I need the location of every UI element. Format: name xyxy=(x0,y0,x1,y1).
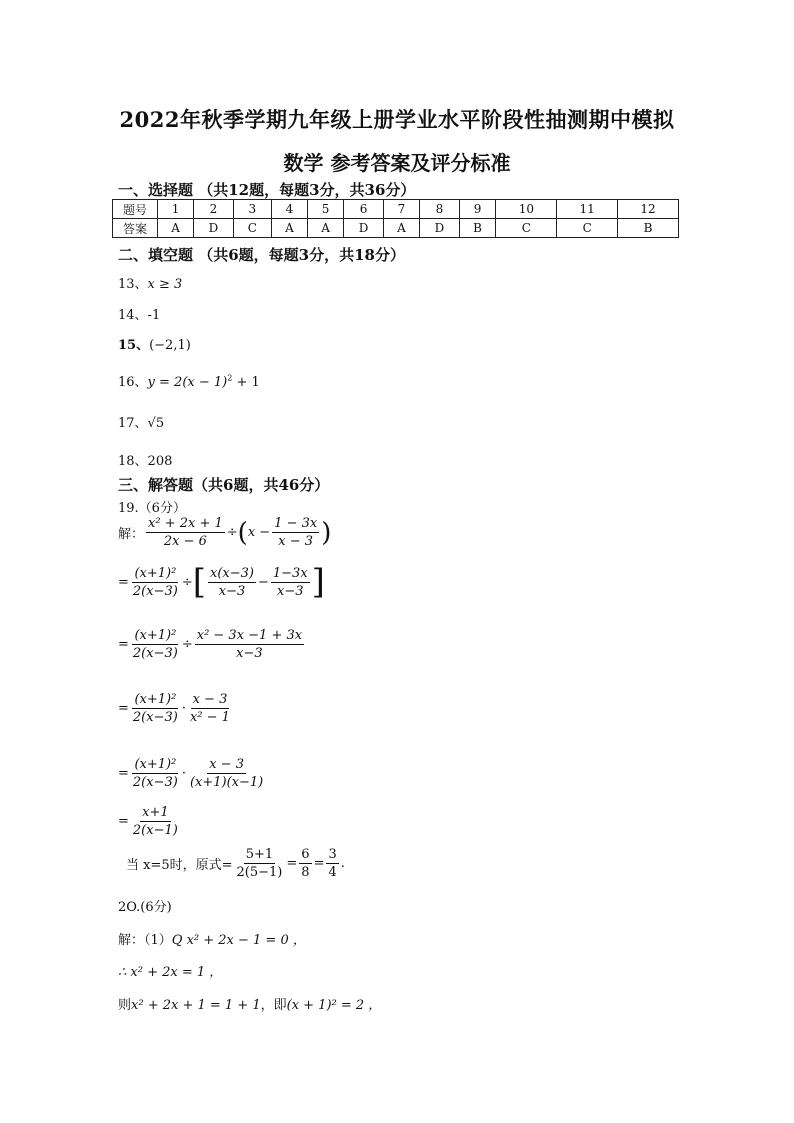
section2-heading: 二、填空题 （共6题，每题3分，共18分） xyxy=(118,246,405,264)
answer-cell: C xyxy=(557,219,618,238)
answer-lhs: y = 2(x − 1) xyxy=(147,375,228,390)
answer-17 xyxy=(118,412,164,431)
row-label-question: 题号 xyxy=(113,200,158,219)
q20-label: 2O.(6分) xyxy=(118,900,172,915)
q19-label: 19.（6分） xyxy=(118,501,186,516)
answer-18 xyxy=(118,450,172,469)
question-number-cell: 8 xyxy=(420,200,460,219)
question-number-cell: 9 xyxy=(459,200,496,219)
answer-value: (−2,1) xyxy=(149,338,191,353)
question-number-cell: 11 xyxy=(557,200,618,219)
q19-step-5: = $\frac{\text{(x+1)²}}{2(x-3)}$ · $\frac{x - 3}{(x+1)(x-1)}$ xyxy=(118,757,264,790)
q20-line-1: 解：（1）Q x² + 2x − 1 = 0 ， xyxy=(118,933,306,948)
answer-cell: C xyxy=(496,219,557,238)
q19-step-3: = $\frac{\text{(x+1)²}}{2(x-3)}$ ÷ $\frac{\text{x² − 3x −1 + 3x}}{x-3}$ xyxy=(118,628,303,661)
answer-rhs: + 1 xyxy=(232,375,260,390)
answer-cell: A xyxy=(383,219,419,238)
question-number-cell: 1 xyxy=(158,200,194,219)
answer-value: √5 xyxy=(147,416,165,431)
q19-step-6: = $\frac{x+1}{2(x-1)}$ xyxy=(118,805,178,838)
answer-value: x ≥ 3 xyxy=(147,277,183,292)
question-number-cell: 7 xyxy=(383,200,419,219)
exponent: 2 xyxy=(227,373,233,383)
q19-step-4: = $\frac{\text{(x+1)²}}{2(x-3)}$ · $\frac{x - 3}{\text{x² − 1}}$ xyxy=(118,692,230,725)
answer-cell: B xyxy=(459,219,496,238)
question-number-cell: 4 xyxy=(271,200,307,219)
question-number-cell: 6 xyxy=(344,200,384,219)
answer-16 xyxy=(118,371,260,390)
question-number: 18、 xyxy=(118,454,148,469)
question-number-cell: 10 xyxy=(496,200,557,219)
question-number-cell: 2 xyxy=(194,200,234,219)
answer-cell: D xyxy=(194,219,234,238)
question-number-cell: 12 xyxy=(618,200,679,219)
q20-line-2: ∴ x² + 2x = 1 ， xyxy=(118,965,223,980)
answer-value: -1 xyxy=(147,308,161,323)
question-number: 17、 xyxy=(118,416,148,431)
page-title: 2022年秋季学期九年级上册学业水平阶段性抽测期中模拟 xyxy=(119,107,675,132)
question-number-cell: 3 xyxy=(233,200,271,219)
solution-label: 解： xyxy=(118,527,145,542)
answer-cell: A xyxy=(158,219,194,238)
page-subtitle: 数学 参考答案及评分标准 xyxy=(283,151,511,175)
answer-cell: A xyxy=(271,219,307,238)
question-number-cell: 5 xyxy=(308,200,344,219)
question-number: 14、 xyxy=(118,308,148,323)
section3-heading: 三、解答题（共6题，共46分） xyxy=(118,476,330,494)
answer-cell: D xyxy=(420,219,460,238)
answer-14 xyxy=(118,304,160,323)
answer-value: 208 xyxy=(147,454,173,469)
question-number: 16、 xyxy=(118,375,148,390)
question-number: 13、 xyxy=(118,277,148,292)
answer-cell: D xyxy=(344,219,384,238)
q19-step-1: 解： $\frac{\text{x² + 2x + 1}}{2x - 6}$ ÷ ( x − $\frac{1 - 3x}{x - 3}$ ) xyxy=(118,516,332,549)
section1-heading: 一、选择题 （共12题，每题3分，共36分） xyxy=(118,181,416,199)
q19-step-2: = $\frac{\text{(x+1)²}}{2(x-3)}$ ÷ [ $\frac{x(x-3)}{x-3}$ − $\frac{1-3x}{x-3}$ ] xyxy=(118,562,325,602)
answer-cell: A xyxy=(308,219,344,238)
q20-line-3: 则x² + 2x + 1 = 1 + 1，即(x + 1)² = 2 ， xyxy=(118,998,382,1013)
answer-15 xyxy=(118,334,191,353)
table-row xyxy=(113,219,679,238)
answer-table xyxy=(112,199,679,238)
answer-13 xyxy=(118,273,182,292)
answer-cell: B xyxy=(618,219,679,238)
answer-cell: C xyxy=(233,219,271,238)
row-label-answer: 答案 xyxy=(113,219,158,238)
q19-final: 当 x=5时，原式= $\frac{5+1}{2(5-1)}$ = $\frac{6}{8}$ = $\frac{3}{4}$ . xyxy=(126,847,345,880)
question-number: 15、 xyxy=(118,338,150,353)
table-row xyxy=(113,200,679,219)
